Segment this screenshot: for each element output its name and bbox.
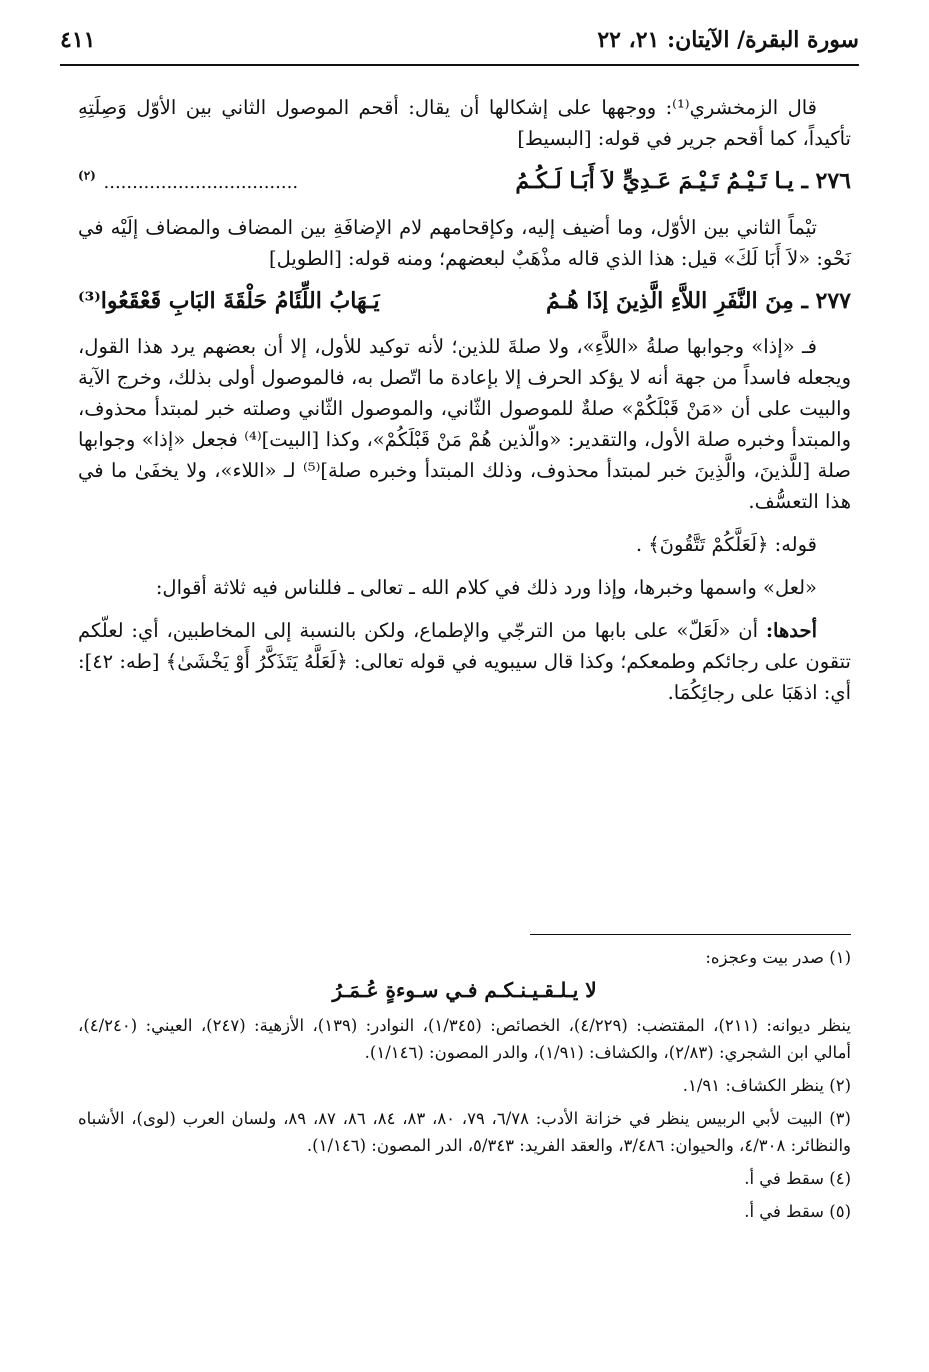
paragraph-taym: تيْماً الثاني بين الأوّل، وما أضيف إليه، وكإقحامهم لام الإضافَةِ بين المضاف والمضاف إلَيْه في نَحْو: «لاَ أَبَا لَكَ» قيل: هذا الذي قاله مذْهَبٌ لبعضهم؛ ومنه قوله: [الطويل] <box>78 216 851 270</box>
page-header <box>60 18 859 62</box>
footnote-1-refs: ينظر ديوانه: (٢١١)، المقتضب: (٤/٢٢٩)، الخصائص: (١/٣٤٥)، النوادر: (١٣٩)، الأزهية: (٢٤٧)، العيني: (٤/٢٤٠)، أمالي ابن الشجري: (٢/٨٣)، والكشاف: (١/٩١)، والدر المصون: (١/١٤٦). <box>78 1016 851 1062</box>
ahaduha-lead: أحدها: <box>765 619 817 642</box>
verse-277 <box>78 286 851 317</box>
ahaduha-text: أن «لَعَلّ» على بابها من الترجّي والإطماع، ولكن بالنسبة إلى المخاطبين، أي: لعلّكم تتقون على رجائكم وطمعكم؛ وكذا قال سيبويه في قوله تعالى: ﴿لَعَلَّهُ يَتَذَكَّرُ أَوْ يَخْشَىٰ﴾ [طه: ٤٢]: أي: اذهَبَا على رجائِكُمَا. <box>78 619 851 704</box>
footnotes <box>78 944 851 1231</box>
paragraph-qawluhu: قوله: ﴿لَعَلَّكُمْ تَتَّقُونَ﴾ . <box>635 533 817 556</box>
running-title: سورة البقرة/ الآيتان: ٢١، ٢٢ <box>597 27 859 53</box>
footnote-4: (٤) سقط في أ. <box>744 1169 851 1188</box>
footnote-rule <box>530 934 851 935</box>
paragraph-laalla: «لعل» واسمها وخبرها، وإذا ورد ذلك في كلام الله ـ تعالى ـ فللناس فيه ثلاثة أقوال: <box>155 576 817 599</box>
footnote-3: (٣) البيت لأبي الربيس ينظر في خزانة الأدب: ٦/٧٨، ٧٩، ٨٠، ٨٣، ٨٤، ٨٦، ٨٧، ٨٩، ولسان العرب (لوى)، الأشباه والنظائر: ٤/٣٠٨، والحيوان: ٣/٤٨٦، والعقد الفريد: ٥/٣٤٣، الدر المصون: (١/١٤٦). <box>78 1109 851 1155</box>
verse-277-first-half: ٢٧٧ ـ مِنَ النَّفَرِ اللاَّءِ الَّذِينَ إذَا هُـمُ <box>546 288 851 314</box>
page-number: ٤١١ <box>60 27 96 53</box>
paragraph-zamakhshari: قال الزمخشري⁽¹⁾: ووجهها على إشكالها أن يقال: أقحم الموصول الثاني بين الأوّل وَصِلَتِهِ تأكيداً، كما أقحم جرير في قوله: [البسيط] <box>78 96 851 150</box>
footnote-1-verse: لا يـلـقـيـنـكـم فـي سـوءةٍ عُـمَـرُ <box>332 978 597 1002</box>
main-text <box>78 92 851 720</box>
verse-276-text: ٢٧٦ ـ يـا تَـيْـمُ تَـيْـمَ عَـدِيٍّ لاَ أَبَـا لَـكُـمُ <box>515 168 851 194</box>
footnote-ref-2: (٢) <box>78 168 96 183</box>
paragraph-ahaduha <box>78 615 851 708</box>
verse-277-second-half: يَـهَابُ اللِّئَامُ حَلْقَةَ البَابِ قَعْقَعُوا⁽³⁾ <box>78 288 380 314</box>
verse-276-dots: .................................. $^{(٢)}$ <box>78 168 299 193</box>
footnote-1-intro: (١) صدر بيت وعجزه: <box>705 948 851 967</box>
verse-276 <box>78 166 851 198</box>
footnote-2: (٢) ينظر الكشاف: ١/٩١. <box>682 1076 851 1095</box>
footnote-5: (٥) سقط في أ. <box>744 1202 851 1221</box>
paragraph-idha: فـ «إذا» وجوابها صلةُ «اللاَّءِ»، ولا صلةَ للذين؛ لأنه توكيد للأول، إلا أن بعضهم يرد هذا القول، ويجعله فاسداً من جهة أنه لا يؤكد الحرف إلا بإعادة ما اتّصل به، فالموصول أولى بذلك، وخرج الآية والبيت على أن «مَنْ قَبْلَكُمْ» صلةٌ للموصول الثّاني، والموصول الثّاني وصلته خبر لمبتدأ محذوف، والمبتدأ وخبره صلة الأول، والتقدير: «والّذين هُمْ مَنْ قَبْلَكُمْ»، وكذا [البيت]⁽⁴⁾ فجعل «إذا» وجوابها صلة [للَّذينَ، والَّذِينَ خبر لمبتدأ محذوف، وذلك المبتدأ وخبره صلة]⁽⁵⁾ لـ «اللاء»، ولا يخفَىٰ ما في هذا التعسُّف. <box>78 335 852 513</box>
header-rule <box>60 64 859 66</box>
